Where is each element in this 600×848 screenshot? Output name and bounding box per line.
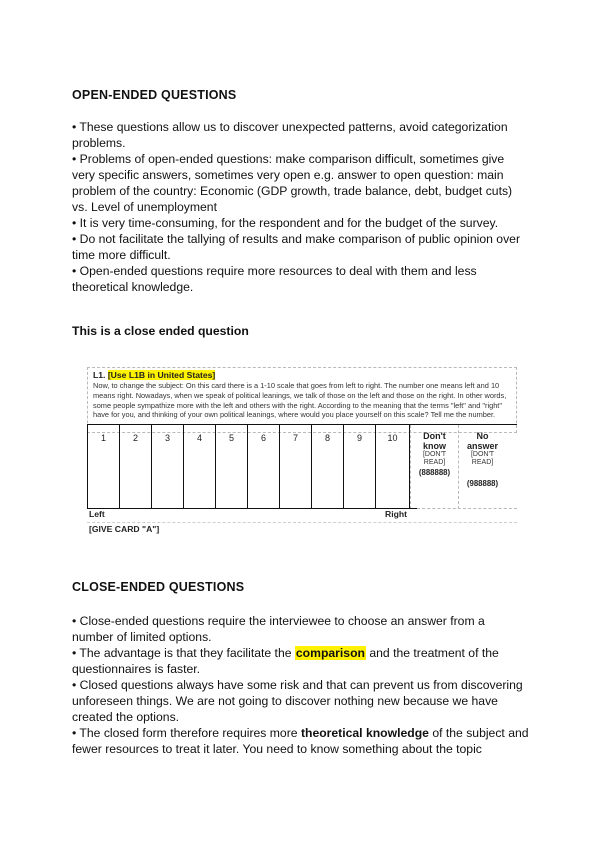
open-line: problems. bbox=[72, 136, 126, 150]
close-line: questionnaires is faster. bbox=[72, 662, 201, 676]
scale-bottom-dash bbox=[417, 508, 517, 509]
open-line: time more difficult. bbox=[72, 248, 171, 262]
dont-know-cell bbox=[410, 425, 459, 509]
open-line: • It is very time-consuming, for the respondent and for the budget of the survey. bbox=[72, 216, 499, 230]
dont-know-sub-1: [DON'T bbox=[422, 451, 447, 458]
close-line: • The advantage is that they facilitate the comparison and the treatment of the bbox=[72, 646, 499, 660]
scale-cell: 8 bbox=[312, 425, 344, 509]
dont-know-sub-2: READ] bbox=[423, 459, 446, 466]
dont-know-code: (888888) bbox=[418, 468, 451, 477]
give-card-label: [GIVE CARD "A"] bbox=[89, 524, 160, 534]
no-answer-label-1: No bbox=[476, 431, 489, 441]
close-ended-heading: CLOSE-ENDED QUESTIONS bbox=[72, 580, 245, 594]
open-line: vs. Level of unemployment bbox=[72, 200, 217, 214]
scale-bottom-line bbox=[87, 508, 417, 509]
close-line: • Closed questions always have some risk and that can prevent us from discovering bbox=[72, 678, 523, 692]
open-line: problem of the country: Economic (GDP growth, trade balance, debt, budget cuts) bbox=[72, 184, 513, 198]
scale-cell: 10 bbox=[376, 425, 410, 509]
close-line: • The closed form therefore requires more theoretical knowledge of the subject and bbox=[72, 726, 529, 740]
question-figure bbox=[87, 367, 517, 537]
open-line: very specific answers, sometimes very open e.g. answer to open question: main bbox=[72, 168, 504, 182]
close-ended-body bbox=[72, 613, 532, 757]
open-ended-heading: OPEN-ENDED QUESTIONS bbox=[72, 88, 237, 102]
no-answer-code: (988888) bbox=[466, 479, 499, 488]
question-note: [Use L1B in United States] bbox=[107, 370, 216, 380]
highlighted-term: comparison bbox=[295, 646, 365, 660]
scale-cell: 4 bbox=[184, 425, 216, 509]
scale-cell: 6 bbox=[248, 425, 280, 509]
open-line: • These questions allow us to discover unexpected patterns, avoid categorization bbox=[72, 120, 508, 134]
open-line: • Do not facilitate the tallying of results and make comparison of public opinion over bbox=[72, 232, 520, 246]
scale-cell: 3 bbox=[152, 425, 184, 509]
question-id bbox=[93, 370, 215, 380]
dont-know-label-1: Don't bbox=[423, 431, 446, 441]
open-line: • Open-ended questions require more resources to deal with them and less bbox=[72, 264, 477, 278]
answer-scale bbox=[87, 424, 517, 509]
close-line: • Close-ended questions require the interviewee to choose an answer from a bbox=[72, 614, 485, 628]
no-answer-sub-1: [DON'T bbox=[470, 451, 495, 458]
scale-cell: 2 bbox=[120, 425, 152, 509]
question-text: Now, to change the subject: On this card there is a 1-10 scale that goes from left to right. The number one means left and 10 means right. Nowadays, when we speak of political leanings, we talk of those on the left and those on the right. In other words, some people sympathize more with the left and others with the right. According to the meaning that the terms "left" and "right" have for you, and thinking of your own political leanings, where would you place yourself on this scale? Tell me the number. bbox=[93, 381, 507, 420]
close-line: created the options. bbox=[72, 710, 180, 724]
close-line: number of limited options. bbox=[72, 630, 212, 644]
scale-left-label: Left bbox=[89, 509, 105, 519]
no-answer-sub-2: READ] bbox=[471, 459, 494, 466]
figure-divider bbox=[87, 522, 517, 523]
scale-cell: 5 bbox=[216, 425, 248, 509]
bold-term: theoretical knowledge bbox=[300, 726, 429, 740]
open-ended-body bbox=[72, 119, 532, 295]
scale-cell: 1 bbox=[87, 425, 120, 509]
close-line: fewer resources to treat it later. You need to know something about the topic bbox=[72, 742, 482, 756]
close-example-subheading: This is a close ended question bbox=[72, 324, 249, 338]
scale-cell: 7 bbox=[280, 425, 312, 509]
scale-cell: 9 bbox=[344, 425, 376, 509]
close-line: unforeseen things. We are not going to discover nothing new because we have bbox=[72, 694, 498, 708]
no-answer-cell bbox=[459, 425, 506, 509]
question-number: L1. bbox=[93, 370, 106, 380]
scale-right-label: Right bbox=[385, 509, 407, 519]
dont-know-label-2: know bbox=[422, 441, 446, 451]
no-answer-label-2: answer bbox=[466, 441, 499, 451]
open-line: • Problems of open-ended questions: make comparison difficult, sometimes give bbox=[72, 152, 505, 166]
open-line: theoretical knowledge. bbox=[72, 280, 194, 294]
